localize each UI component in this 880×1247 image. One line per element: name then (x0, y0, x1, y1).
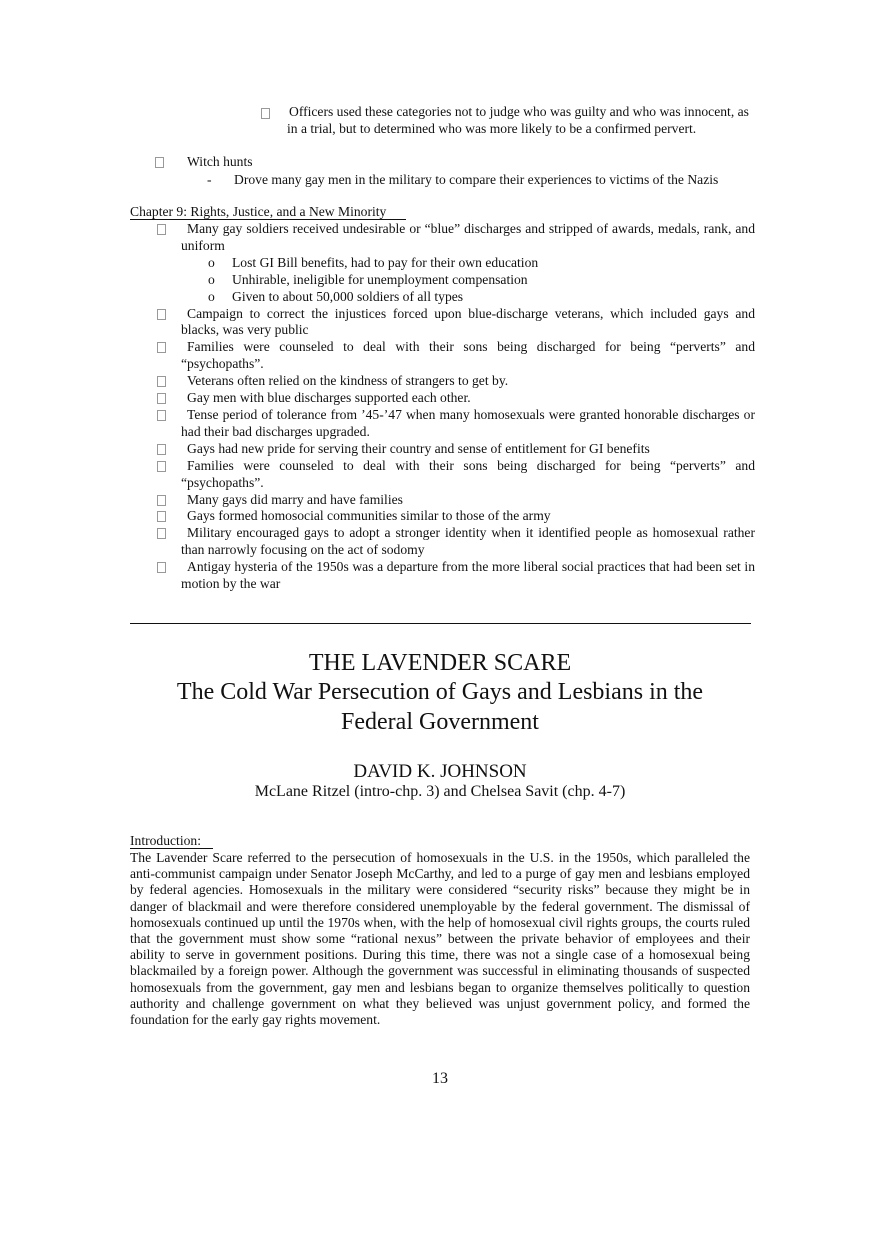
sub-item-text: Given to about 50,000 soldiers of all types (232, 288, 464, 304)
sub-item-text: Lost GI Bill benefits, had to pay for their own education (232, 254, 539, 270)
circle-marker: o (208, 254, 215, 270)
circle-marker: o (208, 288, 215, 304)
list-item (130, 508, 755, 525)
list-item-text: Families were counseled to deal with their sons being discharged for being “perverts” and “psychopaths”. (181, 339, 755, 372)
list-item (130, 339, 755, 373)
dash-marker: - (207, 172, 212, 187)
sub-list (130, 255, 755, 306)
sub-item-text: Unhirable, ineligible for unemployment compensation (232, 271, 528, 287)
book-subtitle-line2: Federal Government (341, 709, 539, 735)
list-item (130, 492, 755, 509)
list-item (130, 390, 755, 407)
list-item (130, 559, 755, 593)
list-item (130, 373, 755, 390)
list-item-text: Campaign to correct the injustices forced upon blue-discharge veterans, which included gays and blacks, was very public (181, 305, 755, 338)
page-number: 13 (432, 1070, 448, 1087)
bullet-icon (157, 376, 166, 387)
list-item-text: Antigay hysteria of the 1950s was a departure from the more liberal social practices that had been set in motion by the war (181, 559, 755, 592)
list-item-text: Military encouraged gays to adopt a stronger identity when it identified people as homosexual rather than narrowly focusing on the act of sodomy (181, 525, 755, 558)
author: DAVID K. JOHNSON (353, 761, 527, 782)
book-title: THE LAVENDER SCARE (308, 650, 572, 676)
bullet-icon (157, 309, 166, 320)
bullet-icon (157, 461, 166, 472)
bullet-icon (261, 108, 270, 119)
book-subtitle-line1: The Cold War Persecution of Gays and Lesbians in the (176, 679, 704, 705)
bullet-icon (157, 562, 166, 573)
bullet-icon (157, 342, 166, 353)
bullet-icon (157, 511, 166, 522)
list-item: Officers used these categories not to judge who was guilty and who was innocent, as in a trial, but to determined who was more likely to be a confirmed pervert. (287, 104, 749, 136)
chapter9-list (130, 221, 755, 593)
list-item (130, 441, 755, 458)
list-item-text: Veterans often relied on the kindness of strangers to get by. (187, 373, 509, 389)
intro-heading-text: Introduction: (130, 833, 201, 848)
bullet-icon (157, 393, 166, 404)
list-item (130, 306, 755, 340)
bullet-icon (155, 157, 164, 168)
list-item (130, 525, 755, 559)
list-item (130, 458, 755, 492)
list-item-text: Gay men with blue discharges supported each other. (187, 390, 471, 406)
list-item (130, 221, 755, 255)
bullet-icon (157, 410, 166, 421)
intro-heading (130, 834, 213, 849)
bullet-icon (157, 224, 166, 235)
bullet-icon (157, 495, 166, 506)
section-divider (130, 623, 751, 624)
intro-paragraph: The Lavender Scare referred to the persecution of homosexuals in the U.S. in the 1950s, which paralleled the anti-communist campaign under Senator Joseph McCarthy, and led to a purge of gay men and lesbians employed by federal agencies. Homosexuals in the military were considered “security risks” because they might be in danger of blackmail and were therefore considered unemployable by the federal government. The dismissal of homosexuals continued up until the 1970s when, with the help of homosexual civil rights groups, the courts ruled that the government must show some “rational nexus” between the private behavior of employees and their ability to serve in government positions. During this time, there was not a single case of a homosexual being blackmailed by a foreign power. Although the government was successful in eliminating thousands of suspected homosexuals from the government, gay men and lesbians began to organize themselves politically to question authority and challenge government on what they believed was unjust government policy, and formed the foundation for the early gay rights movement. (130, 850, 750, 1028)
list-item-text: Tense period of tolerance from ’45-’47 when many homosexuals were granted honorable discharges or had their bad discharges upgraded. (181, 406, 755, 439)
list-item-text: Many gay soldiers received undesirable or “blue” discharges and stripped of awards, medals, rank, and uniform (181, 221, 755, 253)
credits: McLane Ritzel (intro-chp. 3) and Chelsea Savit (chp. 4-7) (254, 783, 626, 800)
list-item: Drove many gay men in the military to compare their experiences to victims of the Nazis (234, 172, 719, 187)
bullet-icon (157, 444, 166, 455)
list-item: Witch hunts (187, 154, 253, 169)
sub-list-item (130, 289, 755, 306)
list-item-text: Families were counseled to deal with their sons being discharged for being “perverts” and “psychopaths”. (181, 457, 755, 490)
list-item-text: Many gays did marry and have families (187, 491, 403, 507)
chapter-heading-text: Chapter 9: Rights, Justice, and a New Minority (130, 204, 387, 219)
list-item-text: Gays had new pride for serving their country and sense of entitlement for GI benefits (187, 440, 650, 456)
list-item-text: Gays formed homosocial communities similar to those of the army (187, 508, 551, 524)
list-item (130, 407, 755, 441)
circle-marker: o (208, 271, 215, 287)
sub-list-item (130, 272, 755, 289)
bullet-icon (157, 528, 166, 539)
chapter-heading (130, 204, 406, 220)
sub-list-item (130, 255, 755, 272)
